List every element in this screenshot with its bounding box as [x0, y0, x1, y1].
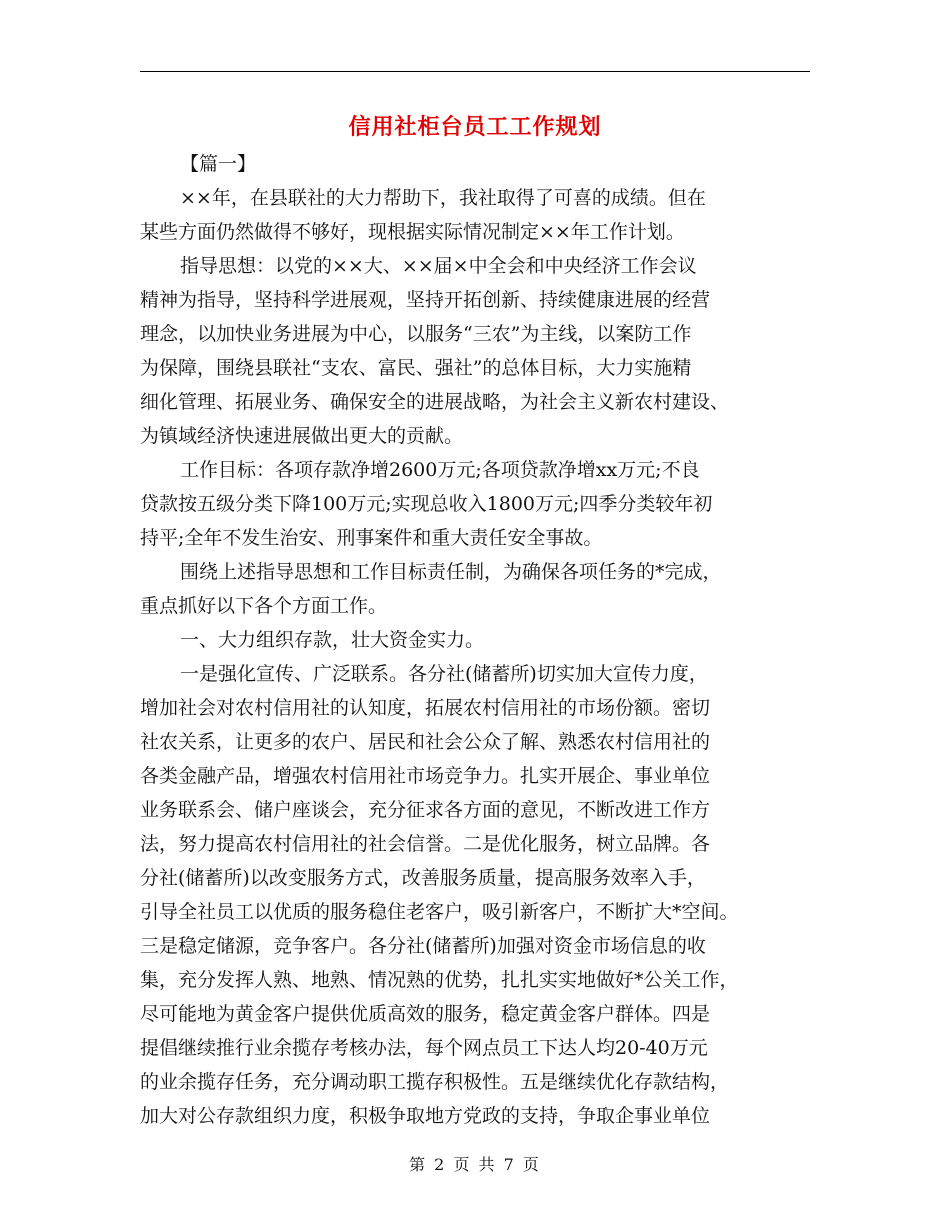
text-line: 为镇域经济快速进展做出更大的贡献。 — [140, 425, 464, 447]
text-line: 为保障，围绕县联社“支农、富民、强社”的总体目标，大力实施精 — [140, 357, 692, 379]
text-line: 业务联系会、储户座谈会，充分征求各方面的意见，不断改进工作方 — [140, 799, 711, 821]
page-number-footer: 第 2 页 共 7 页 — [409, 1155, 541, 1174]
text-line: 精神为指导，坚持科学进展观，坚持开拓创新、持续健康进展的经营 — [140, 289, 711, 311]
text-line: 加大对公存款组织力度，积极争取地方党政的支持，争取企事业单位 — [140, 1105, 711, 1127]
document-title: 信用社柜台员工工作规划 — [348, 114, 602, 140]
text-line: 重点抓好以下各个方面工作。 — [140, 595, 388, 617]
text-line: 提倡继续推行业余揽存考核办法，每个网点员工下达人均20-40万元 — [140, 1037, 708, 1059]
text-line: 集，充分发挥人熟、地熟、情况熟的优势，扎扎实实地做好*公关工作， — [140, 969, 739, 991]
text-line: 工作目标：各项存款净增2600万元;各项贷款净增xx万元;不良 — [180, 459, 700, 481]
text-line: 指导思想：以党的××大、××届×中全会和中央经济工作会议 — [180, 255, 697, 277]
text-line: 社农关系，让更多的农户、居民和社会公众了解、熟悉农村信用社的 — [140, 731, 711, 753]
text-line: 各类金融产品，增强农村信用社市场竞争力。扎实开展企、事业单位 — [140, 765, 711, 787]
text-line: ××年，在县联社的大力帮助下，我社取得了可喜的成绩。但在 — [180, 187, 706, 209]
header-rule — [140, 71, 810, 72]
document-body — [140, 147, 810, 1133]
text-line: 三是稳定储源，竞争客户。各分社(储蓄所)加强对资金市场信息的收 — [140, 935, 706, 957]
text-line: 尽可能地为黄金客户提供优质高效的服务，稳定黄金客户群体。四是 — [140, 1003, 711, 1025]
text-line: 持平;全年不发生治安、刑事案件和重大责任安全事故。 — [140, 527, 603, 549]
text-line: 围绕上述指导思想和工作目标责任制，为确保各项任务的*完成， — [180, 561, 722, 583]
text-line: 贷款按五级分类下降100万元;实现总收入1800万元;四季分类较年初 — [140, 493, 713, 515]
text-line: 一是强化宣传、广泛联系。各分社(储蓄所)切实加大宣传力度， — [180, 663, 708, 685]
text-line: 某些方面仍然做得不够好，现根据实际情况制定××年工作计划。 — [140, 221, 685, 243]
text-line: 的业余揽存任务，充分调动职工揽存积极性。五是继续优化存款结构， — [140, 1071, 730, 1093]
text-line: 一、大力组织存款，壮大资金实力。 — [180, 629, 485, 651]
text-line: 增加社会对农村信用社的认知度，拓展农村信用社的市场份额。密切 — [140, 697, 711, 719]
text-line: 分社(储蓄所)以改变服务方式，改善服务质量，提高服务效率入手， — [140, 867, 706, 889]
text-line: 细化管理、拓展业务、确保安全的进展战略，为社会主义新农村建设、 — [140, 391, 730, 413]
text-line: 【篇一】 — [180, 153, 257, 175]
text-line: 理念，以加快业务进展为中心，以服务“三农”为主线，以案防工作 — [140, 323, 692, 345]
text-line: 引导全社员工以优质的服务稳住老客户，吸引新客户，不断扩大*空间。 — [140, 901, 739, 923]
text-line: 法，努力提高农村信用社的社会信誉。二是优化服务，树立品牌。各 — [140, 833, 711, 855]
